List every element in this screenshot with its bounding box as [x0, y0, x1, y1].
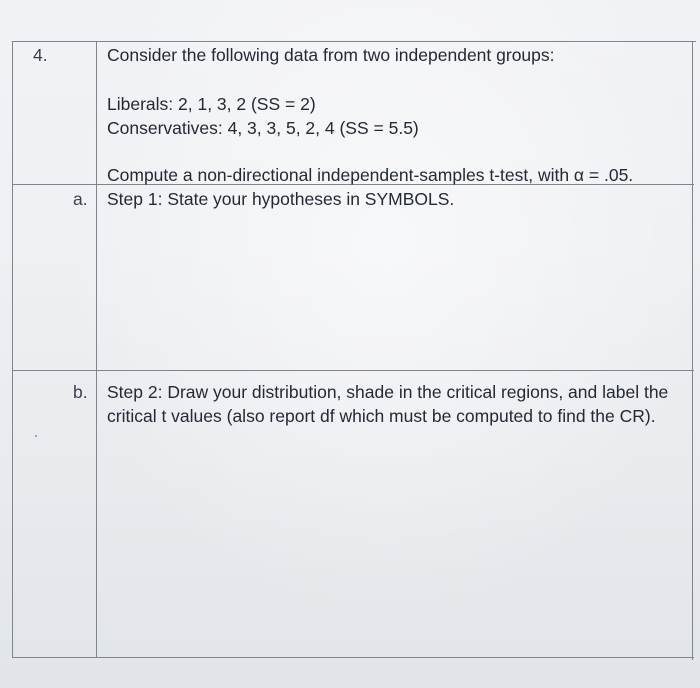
table-bottom-border: [12, 657, 694, 658]
part-b-answer-area[interactable]: [97, 430, 691, 656]
part-b-label: b.: [73, 382, 88, 402]
part-a-prompt: Step 1: State your hypotheses in SYMBOLS.: [107, 189, 455, 209]
stray-mark: [35, 435, 37, 437]
part-a-label: a.: [73, 189, 88, 209]
part-b-prompt-line1: Step 2: Draw your distribution, shade in the critical regions, and label the: [107, 382, 669, 402]
table-left-border: [12, 41, 13, 658]
table-top-border: [12, 41, 696, 42]
question-instruction: Compute a non-directional independent-samples t-test, with α = .05.: [107, 165, 634, 185]
row-divider-2: [12, 370, 694, 371]
question-intro: Consider the following data from two independent groups:: [107, 45, 555, 65]
table-right-border: [692, 41, 693, 660]
conservatives-data: Conservatives: 4, 3, 3, 5, 2, 4 (SS = 5.5): [107, 118, 419, 138]
part-a-answer-area[interactable]: [97, 212, 691, 368]
liberals-data: Liberals: 2, 1, 3, 2 (SS = 2): [107, 94, 316, 114]
question-number: 4.: [33, 45, 48, 65]
part-b-prompt-line2: critical t values (also report df which must be computed to find the CR).: [107, 406, 656, 426]
